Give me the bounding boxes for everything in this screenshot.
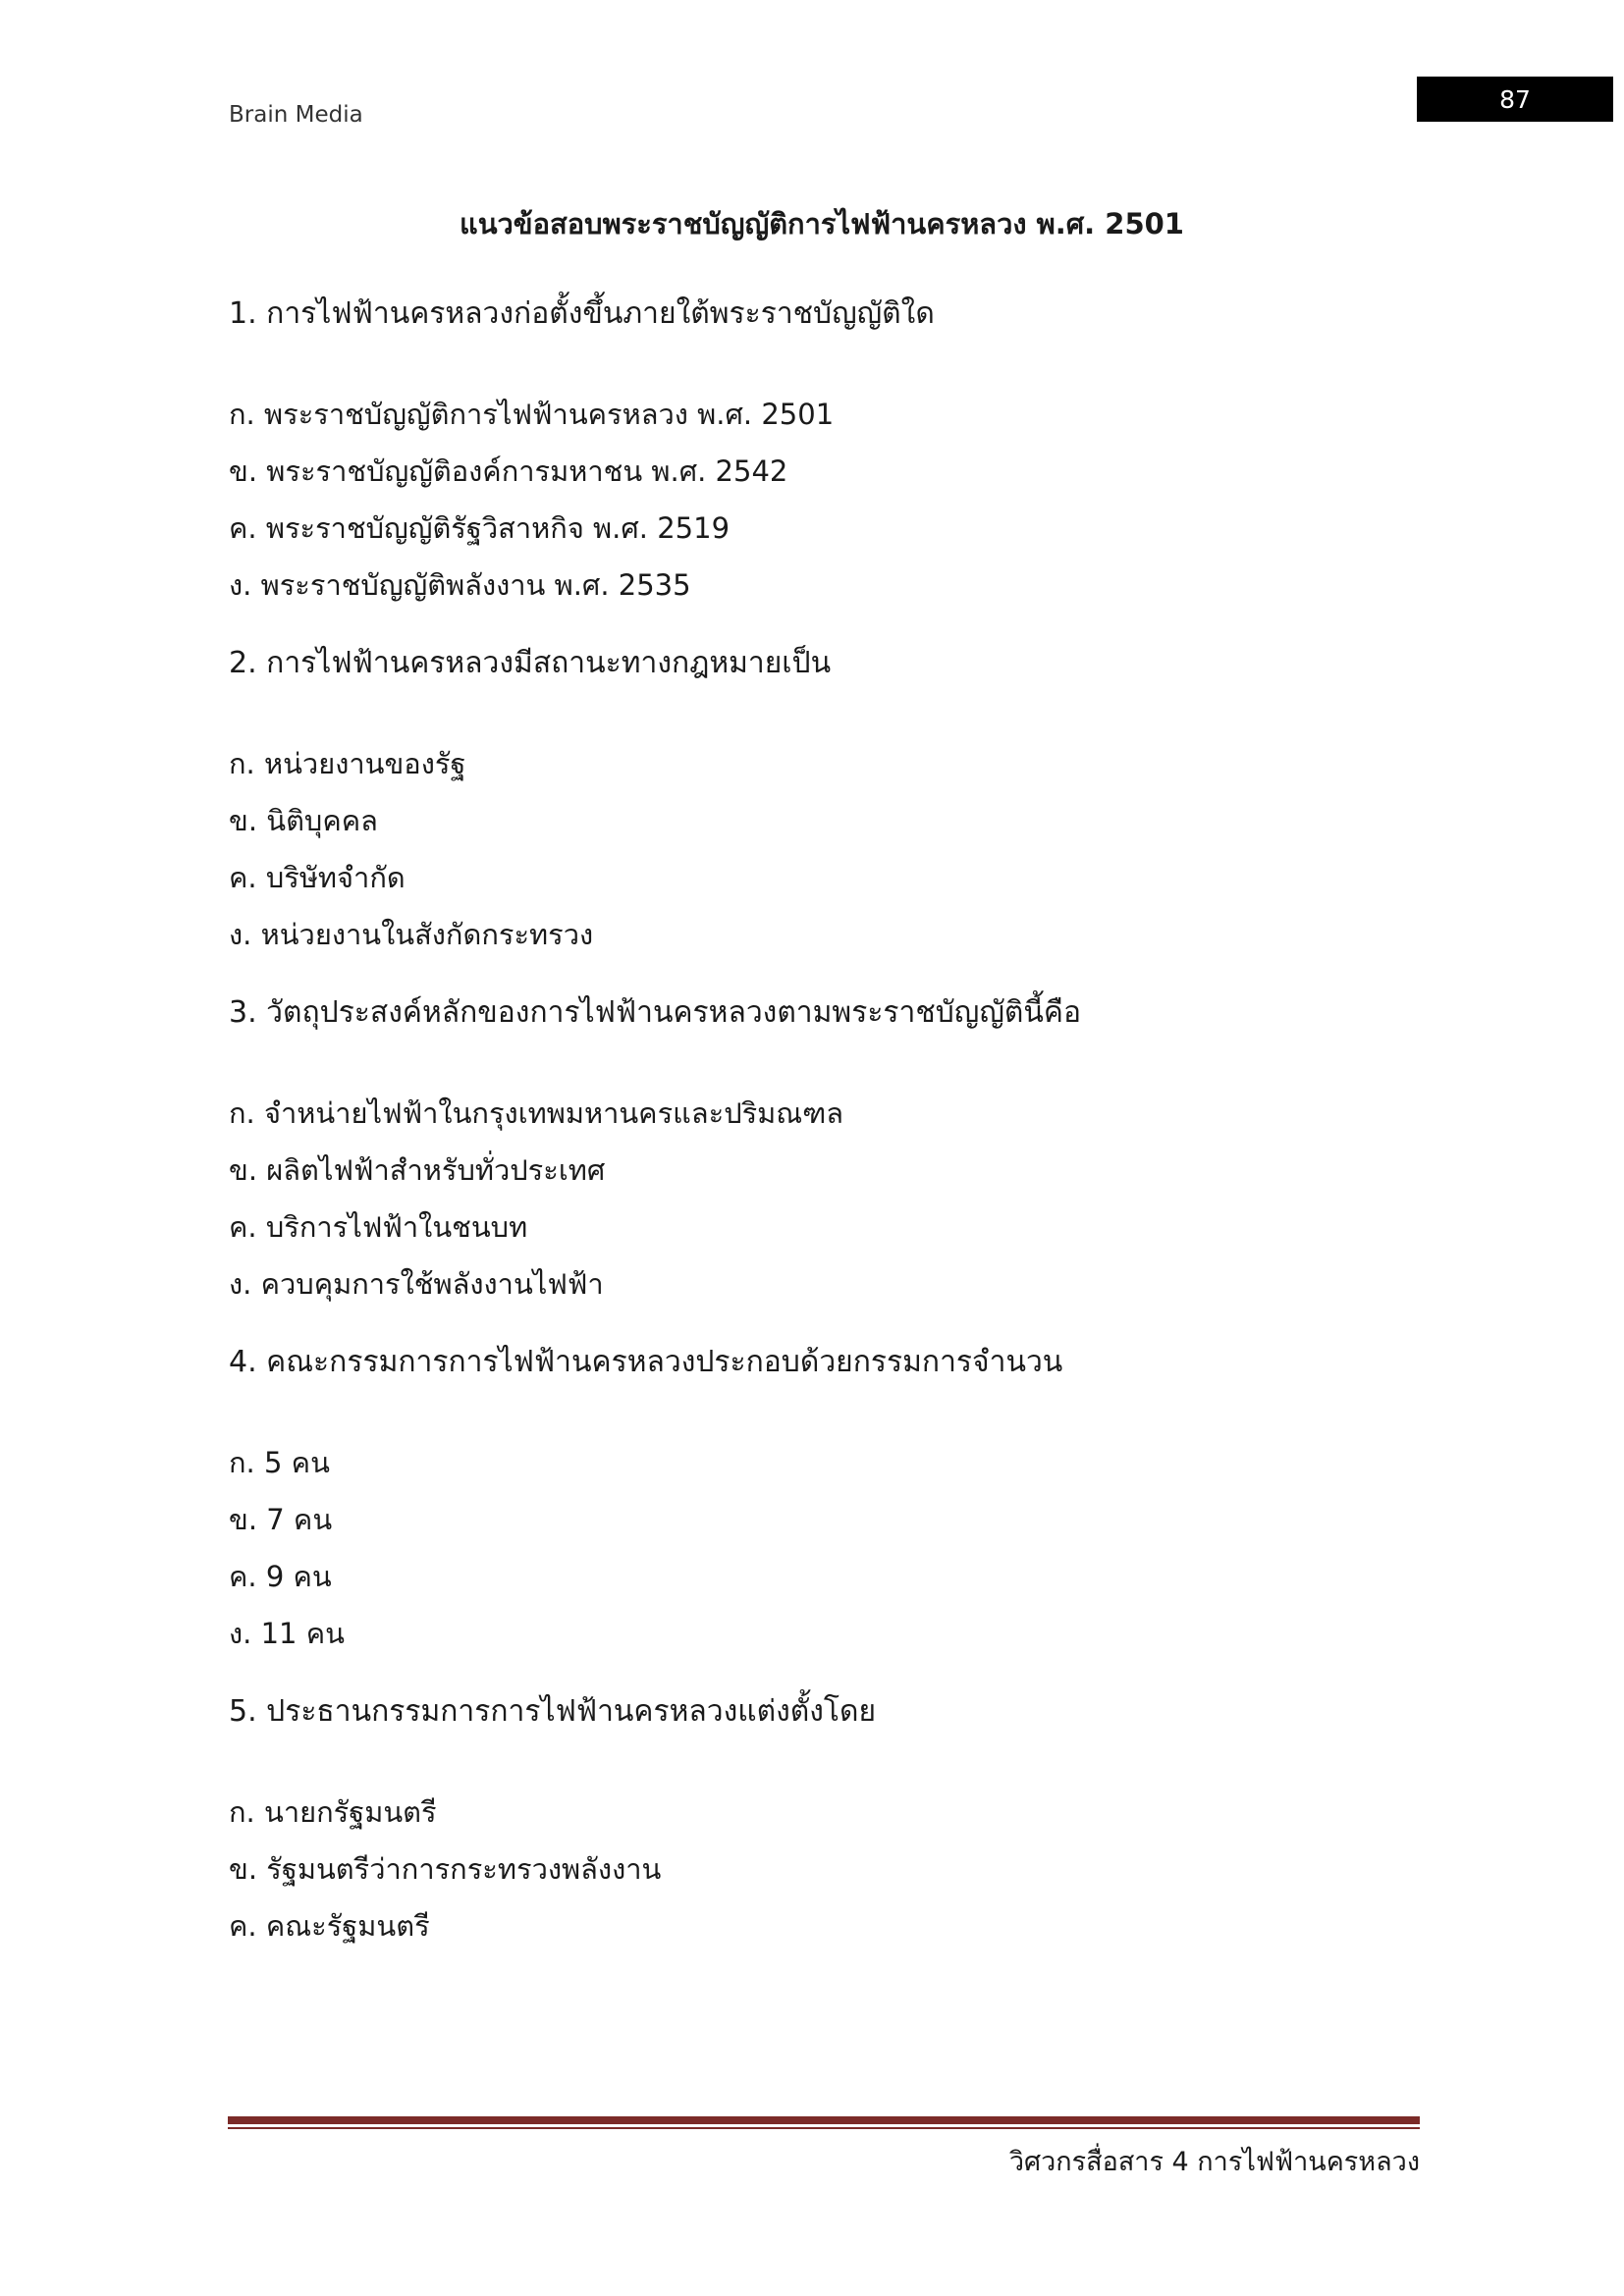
option-item: ค. คณะรัฐมนตรี xyxy=(229,1909,430,1943)
option-item: ก. จำหน่ายไฟฟ้าในกรุงเทพมหานครและปริมณฑล xyxy=(229,1096,844,1130)
option-item: ข. รัฐมนตรีว่าการกระทรวงพลังงาน xyxy=(229,1852,662,1886)
option-item: ข. 7 คน xyxy=(229,1503,333,1536)
option-item: ข. พระราชบัญญัติองค์การมหาชน พ.ศ. 2542 xyxy=(229,454,788,488)
option-item: ง. หน่วยงานในสังกัดกระทรวง xyxy=(229,918,594,951)
question-block xyxy=(229,993,1407,1304)
question-text: 5. ประธานกรรมการการไฟฟ้านครหลวงแต่งตั้งโดย xyxy=(229,1694,877,1729)
question-text: 2. การไฟฟ้านครหลวงมีสถานะทางกฎหมายเป็น xyxy=(229,646,832,680)
question-block xyxy=(229,1343,1407,1653)
option-list xyxy=(229,744,1407,954)
question-block xyxy=(229,1692,1407,1946)
page-title: แนวข้อสอบพระราชบัญญัติการไฟฟ้านครหลวง พ.ศ. 2501 xyxy=(460,207,1184,240)
option-item: ก. นายกรัฐมนตรี xyxy=(229,1795,437,1829)
option-item: ข. นิติบุคคล xyxy=(229,804,378,837)
option-item: ค. บริษัทจำกัด xyxy=(229,861,406,894)
question-text: 1. การไฟฟ้านครหลวงก่อตั้งขึ้นภายใต้พระราชบัญญัติใด xyxy=(229,296,935,331)
option-list xyxy=(229,1094,1407,1304)
option-item: ก. 5 คน xyxy=(229,1446,330,1479)
option-list xyxy=(229,395,1407,605)
page-number: 87 xyxy=(1499,84,1531,114)
question-block xyxy=(229,644,1407,954)
option-list xyxy=(229,1443,1407,1653)
page-number-badge xyxy=(1417,77,1613,122)
option-item: ค. บริการไฟฟ้าในชนบท xyxy=(229,1210,528,1244)
option-item: ง. 11 คน xyxy=(229,1617,345,1650)
option-item: ก. หน่วยงานของรัฐ xyxy=(229,747,466,780)
option-item: ง. ควบคุมการใช้พลังงานไฟฟ้า xyxy=(229,1267,604,1301)
option-item: ง. พระราชบัญญัติพลังงาน พ.ศ. 2535 xyxy=(229,568,691,602)
footer-divider-thin xyxy=(228,2127,1420,2129)
question-text: 4. คณะกรรมการการไฟฟ้านครหลวงประกอบด้วยกรรมการจำนวน xyxy=(229,1345,1063,1379)
option-item: ค. 9 คน xyxy=(229,1560,332,1593)
brand-name: Brain Media xyxy=(229,102,363,128)
option-item: ก. พระราชบัญญัติการไฟฟ้านครหลวง พ.ศ. 2501 xyxy=(229,398,835,431)
option-list xyxy=(229,1792,1407,1946)
question-text: 3. วัตถุประสงค์หลักของการไฟฟ้านครหลวงตามพระราชบัญญัตินี้คือ xyxy=(229,995,1081,1030)
question-block xyxy=(229,294,1407,605)
question-list xyxy=(229,294,1407,1985)
footer-caption: วิศวกรสื่อสาร 4 การไฟฟ้านครหลวง xyxy=(1008,2147,1420,2177)
option-item: ค. พระราชบัญญัติรัฐวิสาหกิจ พ.ศ. 2519 xyxy=(229,511,731,545)
footer-divider xyxy=(228,2116,1420,2124)
option-item: ข. ผลิตไฟฟ้าสำหรับทั่วประเทศ xyxy=(229,1153,606,1187)
